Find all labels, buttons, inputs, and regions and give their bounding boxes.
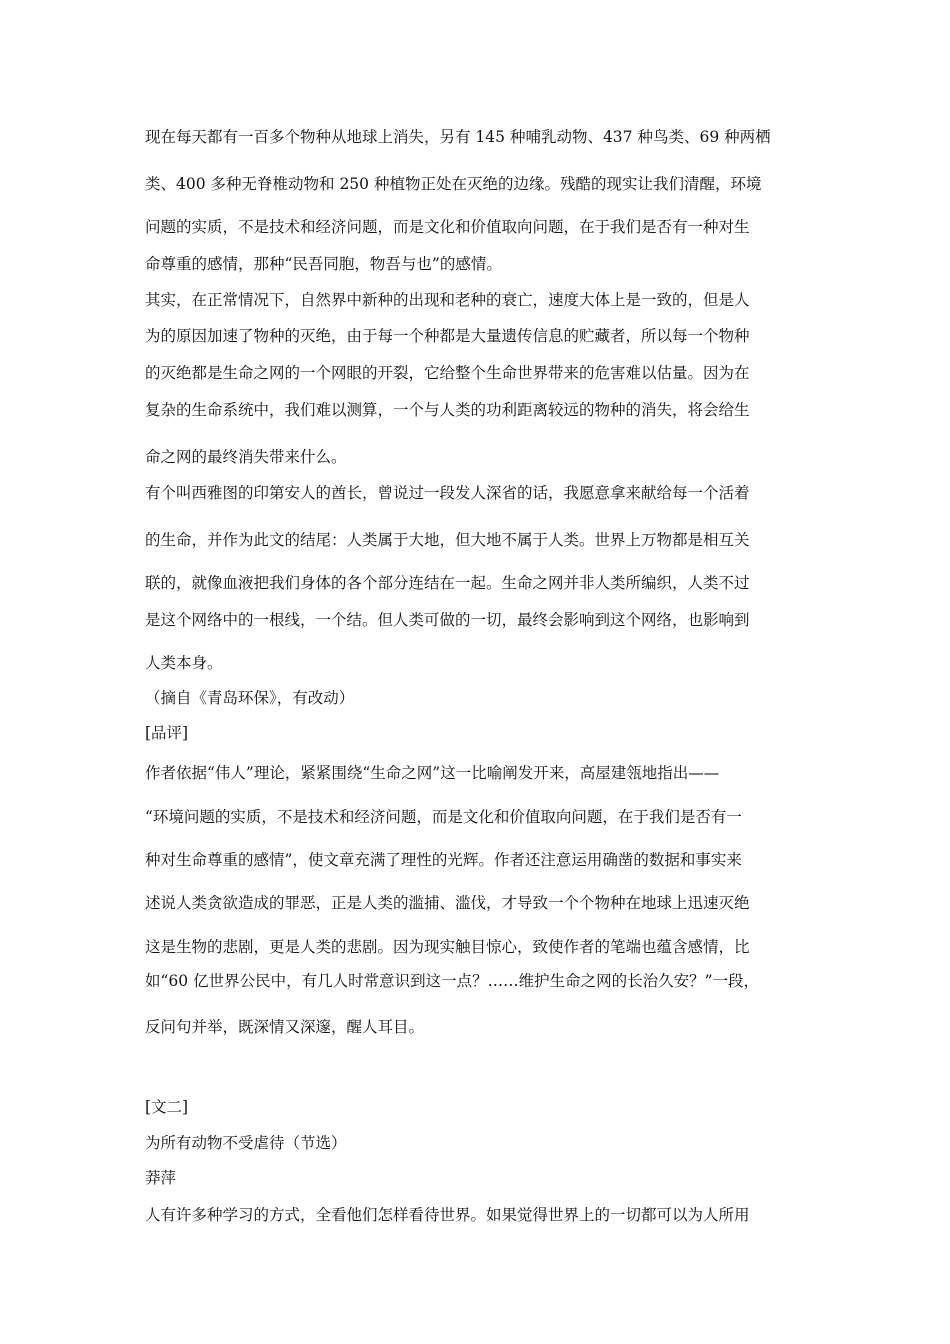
- text-line: 述说人类贪欲造成的罪恶，正是人类的滥捕、滥伐，才导致一个个物种在地球上迅速灭绝: [145, 894, 750, 912]
- text-line: 问题的实质，不是技术和经济问题，而是文化和价值取向问题，在于我们是否有一种对生: [145, 218, 750, 236]
- article-title: 为所有动物不受虐待（节选）: [145, 1134, 347, 1152]
- text-line: 是这个网络中的一根线，一个结。但人类可做的一切，最终会影响到这个网络，也影响到: [145, 611, 750, 629]
- text-line: 其实，在正常情况下，自然界中新种的出现和老种的衰亡，速度大体上是一致的，但是人: [145, 291, 750, 309]
- section-heading: [文二]: [145, 1098, 189, 1116]
- text-line: 命之网的最终消失带来什么。: [145, 448, 347, 466]
- text-line: 人有许多种学习的方式，全看他们怎样看待世界。如果觉得世界上的一切都可以为人所用: [145, 1206, 750, 1224]
- text-line: 命尊重的感情，那种“民吾同胞，物吾与也”的感情。: [145, 255, 502, 273]
- text-line: （摘自《青岛环保》，有改动）: [145, 689, 355, 707]
- text-line: 联的，就像血液把我们身体的各个部分连结在一起。生命之网并非人类所编织，人类不过: [145, 574, 750, 592]
- text-line: 的灭绝都是生命之网的一个网眼的开裂，它给整个生命世界带来的危害难以估量。因为在: [145, 364, 750, 382]
- text-line: 为的原因加速了物种的灭绝，由于每一个种都是大量遗传信息的贮藏者，所以每一个物种: [145, 327, 750, 345]
- text-line: 反问句并举，既深情又深邃，醒人耳目。: [145, 1018, 425, 1036]
- text-line: 作者依据“伟人”理论，紧紧围绕“生命之网”这一比喻阐发开来，高屋建瓴地指出——: [145, 764, 720, 782]
- text-line: 复杂的生命系统中，我们难以测算，一个与人类的功利距离较远的物种的消失，将会给生: [145, 401, 750, 419]
- text-line: 人类本身。: [145, 654, 223, 672]
- text-line: 的生命，并作为此文的结尾：人类属于大地，但大地不属于人类。世界上万物都是相互关: [145, 531, 750, 549]
- text-line: 现在每天都有一百多个物种从地球上消失，另有 145 种哺乳动物、437 种鸟类、69 种两栖: [145, 128, 771, 146]
- text-line: 有个叫西雅图的印第安人的酋长，曾说过一段发人深省的话，我愿意拿来献给每一个活着: [145, 484, 750, 502]
- text-line: [品评]: [145, 724, 189, 742]
- text-line: 种对生命尊重的感情”，使文章充满了理性的光辉。作者还注意运用确凿的数据和事实来: [145, 851, 742, 869]
- text-line: “环境问题的实质，不是技术和经济问题，而是文化和价值取向问题，在于我们是否有一: [145, 808, 742, 826]
- article-author: 莽萍: [145, 1169, 177, 1187]
- text-line: 这是生物的悲剧，更是人类的悲剧。因为现实触目惊心，致使作者的笔端也蕴含感情，比: [145, 938, 750, 956]
- text-line: 类、400 多种无脊椎动物和 250 种植物正处在灭绝的边缘。残酷的现实让我们清醒，环境: [145, 175, 762, 193]
- text-line: 如“60 亿世界公民中，有几人时常意识到这一点？……维护生命之网的长治久安？”一段，: [145, 972, 760, 990]
